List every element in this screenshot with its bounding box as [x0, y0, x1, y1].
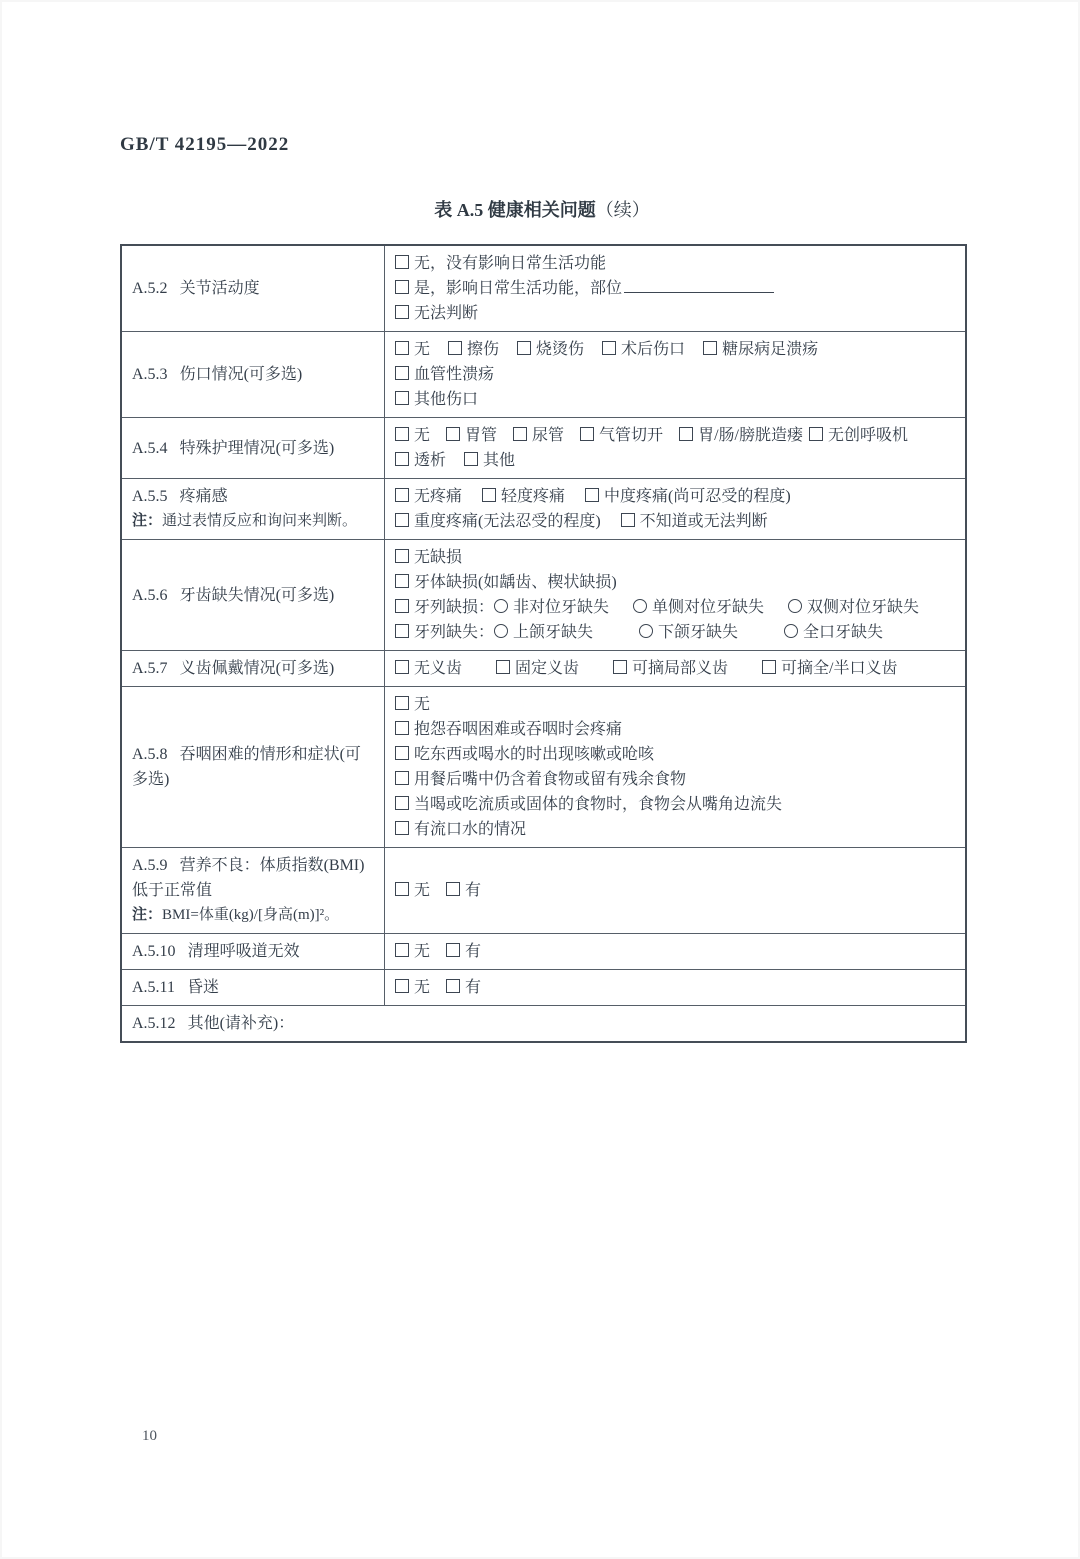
- row-options-cell: [385, 245, 967, 332]
- row-options-cell: [385, 848, 967, 934]
- checkbox-icon: [395, 366, 409, 380]
- row-label: 清理呼吸道无效: [187, 943, 300, 960]
- checkbox-option: 烧烫伤: [517, 337, 584, 362]
- row-options-cell: [385, 934, 967, 970]
- table-row: [121, 687, 966, 848]
- row-note: [132, 903, 374, 928]
- table-row: [121, 540, 966, 651]
- row-options-cell: [385, 540, 967, 651]
- checkbox-option: 胃管: [446, 423, 497, 448]
- checkbox-option: 其他伤口: [395, 387, 478, 412]
- row-label: 牙齿缺失情况(可多选): [179, 586, 335, 604]
- table-row: [121, 970, 966, 1006]
- table-row: [121, 332, 966, 418]
- checkbox-option: 无: [395, 423, 430, 448]
- option-line: [395, 656, 955, 681]
- checkbox-icon: [395, 821, 409, 835]
- health-questions-table: [120, 244, 967, 1043]
- checkbox-icon: [395, 796, 409, 810]
- note-text: BMI=体重(kg)/[身高(m)]²。: [162, 907, 340, 923]
- row-label-cell: [121, 418, 385, 479]
- radio-icon: [494, 599, 508, 613]
- row-options-cell: [385, 418, 967, 479]
- option-line: [395, 717, 955, 742]
- table-row: [121, 651, 966, 687]
- row-title: [132, 276, 374, 301]
- row-options-cell: [385, 479, 967, 540]
- checkbox-icon: [395, 882, 409, 896]
- checkbox-option: 糖尿病足溃疡: [703, 337, 818, 362]
- checkbox-icon: [395, 943, 409, 957]
- checkbox-option: 有: [446, 975, 481, 1000]
- checkbox-option: 当喝或吃流质或固体的食物时，食物会从嘴角边流失: [395, 792, 782, 817]
- checkbox-option: 不知道或无法判断: [621, 509, 768, 534]
- checkbox-icon: [580, 427, 594, 441]
- row-label: 义齿佩戴情况(可多选): [179, 660, 335, 677]
- checkbox-option: 擦伤: [448, 337, 499, 362]
- checkbox-option: 无疼痛: [395, 484, 462, 509]
- checkbox-icon: [482, 488, 496, 502]
- checkbox-icon: [395, 427, 409, 441]
- row-id: A.5.6: [132, 586, 168, 604]
- row-id: A.5.11: [132, 979, 175, 996]
- row-options-cell: [385, 687, 967, 848]
- radio-option: 下颌牙缺失: [639, 620, 738, 645]
- option-line: [395, 448, 955, 473]
- row-id: A.5.4: [132, 439, 168, 457]
- checkbox-icon: [395, 599, 409, 613]
- checkbox-option: 气管切开: [580, 423, 663, 448]
- row-label: 伤口情况(可多选): [179, 366, 303, 383]
- row-id: A.5.10: [132, 943, 176, 960]
- row-title: [132, 939, 374, 964]
- table-row: [121, 1006, 966, 1043]
- checkbox-option: 术后伤口: [602, 337, 685, 362]
- option-line: [395, 337, 955, 387]
- table-row: [121, 479, 966, 540]
- option-line: [395, 692, 955, 717]
- checkbox-icon: [395, 574, 409, 588]
- row-label: 疼痛感: [179, 488, 228, 505]
- checkbox-option: 透析: [395, 448, 446, 473]
- checkbox-icon: [679, 427, 693, 441]
- table-title: [2, 196, 1080, 222]
- option-line: [395, 545, 955, 570]
- option-line: [395, 975, 955, 1000]
- radio-option: 全口牙缺失: [784, 620, 883, 645]
- option-line: [395, 767, 955, 792]
- checkbox-option: 无缺损: [395, 545, 462, 570]
- radio-option: 双侧对位牙缺失: [788, 595, 919, 620]
- radio-option: 上颌牙缺失: [494, 620, 593, 645]
- checkbox-option: 牙体缺损(如龋齿、楔状缺损): [395, 570, 617, 595]
- checkbox-icon: [585, 488, 599, 502]
- checkbox-option: 尿管: [513, 423, 564, 448]
- checkbox-option: 牙列缺失：: [395, 620, 494, 645]
- option-line: [395, 570, 955, 595]
- checkbox-icon: [395, 513, 409, 527]
- row-title: [132, 436, 374, 461]
- checkbox-option: 有: [446, 878, 481, 903]
- checkbox-option: 胃/肠/膀胱造瘘: [679, 423, 803, 448]
- health-table-body: [121, 245, 966, 1042]
- checkbox-icon: [809, 427, 823, 441]
- row-label: 其他(请补充)：: [187, 1015, 295, 1032]
- row-note: [132, 509, 374, 534]
- row-id: A.5.3: [132, 366, 168, 383]
- checkbox-option: 无法判断: [395, 301, 478, 326]
- checkbox-option: 无: [395, 337, 430, 362]
- option-line: [395, 276, 955, 301]
- row-label-cell: [121, 651, 385, 687]
- fill-in-blank-line: [624, 278, 774, 293]
- option-line: [395, 878, 955, 903]
- checkbox-option: 无: [395, 692, 430, 717]
- option-line: [395, 742, 955, 767]
- checkbox-option: 用餐后嘴中仍含着食物或留有残余食物: [395, 767, 686, 792]
- row-title: [132, 1011, 955, 1036]
- checkbox-option: 轻度疼痛: [482, 484, 565, 509]
- checkbox-icon: [395, 341, 409, 355]
- row-title: [132, 742, 374, 792]
- document-page: [2, 2, 1078, 1557]
- row-label-cell: [121, 934, 385, 970]
- option-line: [395, 301, 955, 326]
- checkbox-option: 有流口水的情况: [395, 817, 526, 842]
- row-label: 特殊护理情况(可多选): [179, 439, 335, 457]
- row-label-cell: [121, 540, 385, 651]
- radio-option: 非对位牙缺失: [494, 595, 609, 620]
- note-text: 通过表情反应和询问来判断。: [162, 513, 358, 529]
- checkbox-icon: [446, 882, 460, 896]
- table-row: [121, 934, 966, 970]
- checkbox-option: 固定义齿: [496, 656, 579, 681]
- note-prefix: 注：: [132, 907, 163, 923]
- checkbox-icon: [395, 255, 409, 269]
- row-label-cell: [121, 687, 385, 848]
- checkbox-option: 牙列缺损：: [395, 595, 494, 620]
- checkbox-icon: [446, 979, 460, 993]
- checkbox-option: 吃东西或喝水的时出现咳嗽或呛咳: [395, 742, 654, 767]
- checkbox-icon: [395, 280, 409, 294]
- row-label-cell: [121, 245, 385, 332]
- checkbox-icon: [602, 341, 616, 355]
- checkbox-icon: [395, 771, 409, 785]
- row-options-cell: [385, 332, 967, 418]
- table-row: [121, 418, 966, 479]
- row-label-cell: [121, 1006, 966, 1043]
- option-line: [395, 387, 955, 412]
- checkbox-option: 血管性溃疡: [395, 362, 494, 387]
- row-label-cell: [121, 332, 385, 418]
- option-line: [395, 792, 955, 817]
- checkbox-icon: [446, 427, 460, 441]
- row-title: [132, 975, 374, 1000]
- radio-icon: [788, 599, 802, 613]
- checkbox-icon: [762, 660, 776, 674]
- option-line: [395, 509, 955, 534]
- checkbox-option: 无创呼吸机: [809, 423, 908, 448]
- checkbox-option: 其他: [464, 448, 515, 473]
- row-label: 吞咽困难的情形和症状(可多选): [132, 746, 361, 788]
- radio-option: 单侧对位牙缺失: [633, 595, 764, 620]
- row-label-cell: [121, 848, 385, 934]
- table-row: [121, 848, 966, 934]
- checkbox-icon: [496, 660, 510, 674]
- checkbox-icon: [703, 341, 717, 355]
- row-label-cell: [121, 970, 385, 1006]
- row-options-cell: [385, 651, 967, 687]
- checkbox-option: 中度疼痛(尚可忍受的程度): [585, 484, 791, 509]
- checkbox-option: 重度疼痛(无法忍受的程度): [395, 509, 601, 534]
- checkbox-option: 是，影响日常生活功能，部位: [395, 276, 622, 301]
- checkbox-icon: [613, 660, 627, 674]
- standard-number: GB/T 42195—2022: [120, 134, 290, 155]
- option-line: [395, 484, 955, 509]
- row-id: A.5.8: [132, 746, 168, 763]
- row-id: A.5.2: [132, 280, 168, 297]
- option-line: [395, 939, 955, 964]
- row-title: [132, 583, 374, 608]
- checkbox-icon: [513, 427, 527, 441]
- checkbox-option: 可摘局部义齿: [613, 656, 728, 681]
- option-line: [395, 620, 955, 645]
- option-line: [395, 595, 955, 620]
- row-id: A.5.7: [132, 660, 168, 677]
- row-id: A.5.12: [132, 1015, 176, 1032]
- radio-icon: [639, 624, 653, 638]
- checkbox-icon: [395, 305, 409, 319]
- checkbox-icon: [395, 624, 409, 638]
- row-id: A.5.5: [132, 488, 168, 505]
- row-options-cell: [385, 970, 967, 1006]
- row-label-cell: [121, 479, 385, 540]
- option-line: [395, 423, 955, 448]
- checkbox-icon: [395, 660, 409, 674]
- option-line: [395, 817, 955, 842]
- radio-icon: [633, 599, 647, 613]
- checkbox-option: 无: [395, 939, 430, 964]
- row-label-line2: 低于正常值: [132, 882, 213, 899]
- checkbox-icon: [464, 452, 478, 466]
- checkbox-option: 无: [395, 975, 430, 1000]
- radio-icon: [494, 624, 508, 638]
- checkbox-icon: [395, 452, 409, 466]
- checkbox-icon: [446, 943, 460, 957]
- checkbox-option: 无，没有影响日常生活功能: [395, 251, 606, 276]
- checkbox-icon: [395, 696, 409, 710]
- radio-icon: [784, 624, 798, 638]
- checkbox-icon: [517, 341, 531, 355]
- checkbox-icon: [395, 488, 409, 502]
- checkbox-icon: [395, 746, 409, 760]
- row-label: 昏迷: [186, 979, 219, 996]
- checkbox-option: 无: [395, 878, 430, 903]
- checkbox-icon: [395, 721, 409, 735]
- table-title-continued: （续）: [595, 200, 650, 220]
- option-line: [395, 251, 955, 276]
- row-title: [132, 484, 374, 509]
- checkbox-option: 抱怨吞咽困难或吞咽时会疼痛: [395, 717, 622, 742]
- row-title: [132, 362, 374, 387]
- checkbox-option: 无义齿: [395, 656, 462, 681]
- checkbox-icon: [395, 391, 409, 405]
- note-prefix: 注：: [132, 513, 163, 529]
- checkbox-option: 有: [446, 939, 481, 964]
- row-id: A.5.9: [132, 857, 168, 874]
- row-title: [132, 853, 374, 878]
- checkbox-option: 可摘全/半口义齿: [762, 656, 897, 681]
- row-title: [132, 656, 374, 681]
- checkbox-icon: [621, 513, 635, 527]
- row-label: 营养不良：体质指数(BMI): [179, 857, 365, 874]
- page-number: 10: [142, 1428, 157, 1444]
- checkbox-icon: [395, 549, 409, 563]
- row-label: 关节活动度: [179, 280, 260, 297]
- table-row: [121, 245, 966, 332]
- table-title-text: 表 A.5 健康相关问题: [434, 200, 596, 220]
- checkbox-icon: [395, 979, 409, 993]
- checkbox-icon: [448, 341, 462, 355]
